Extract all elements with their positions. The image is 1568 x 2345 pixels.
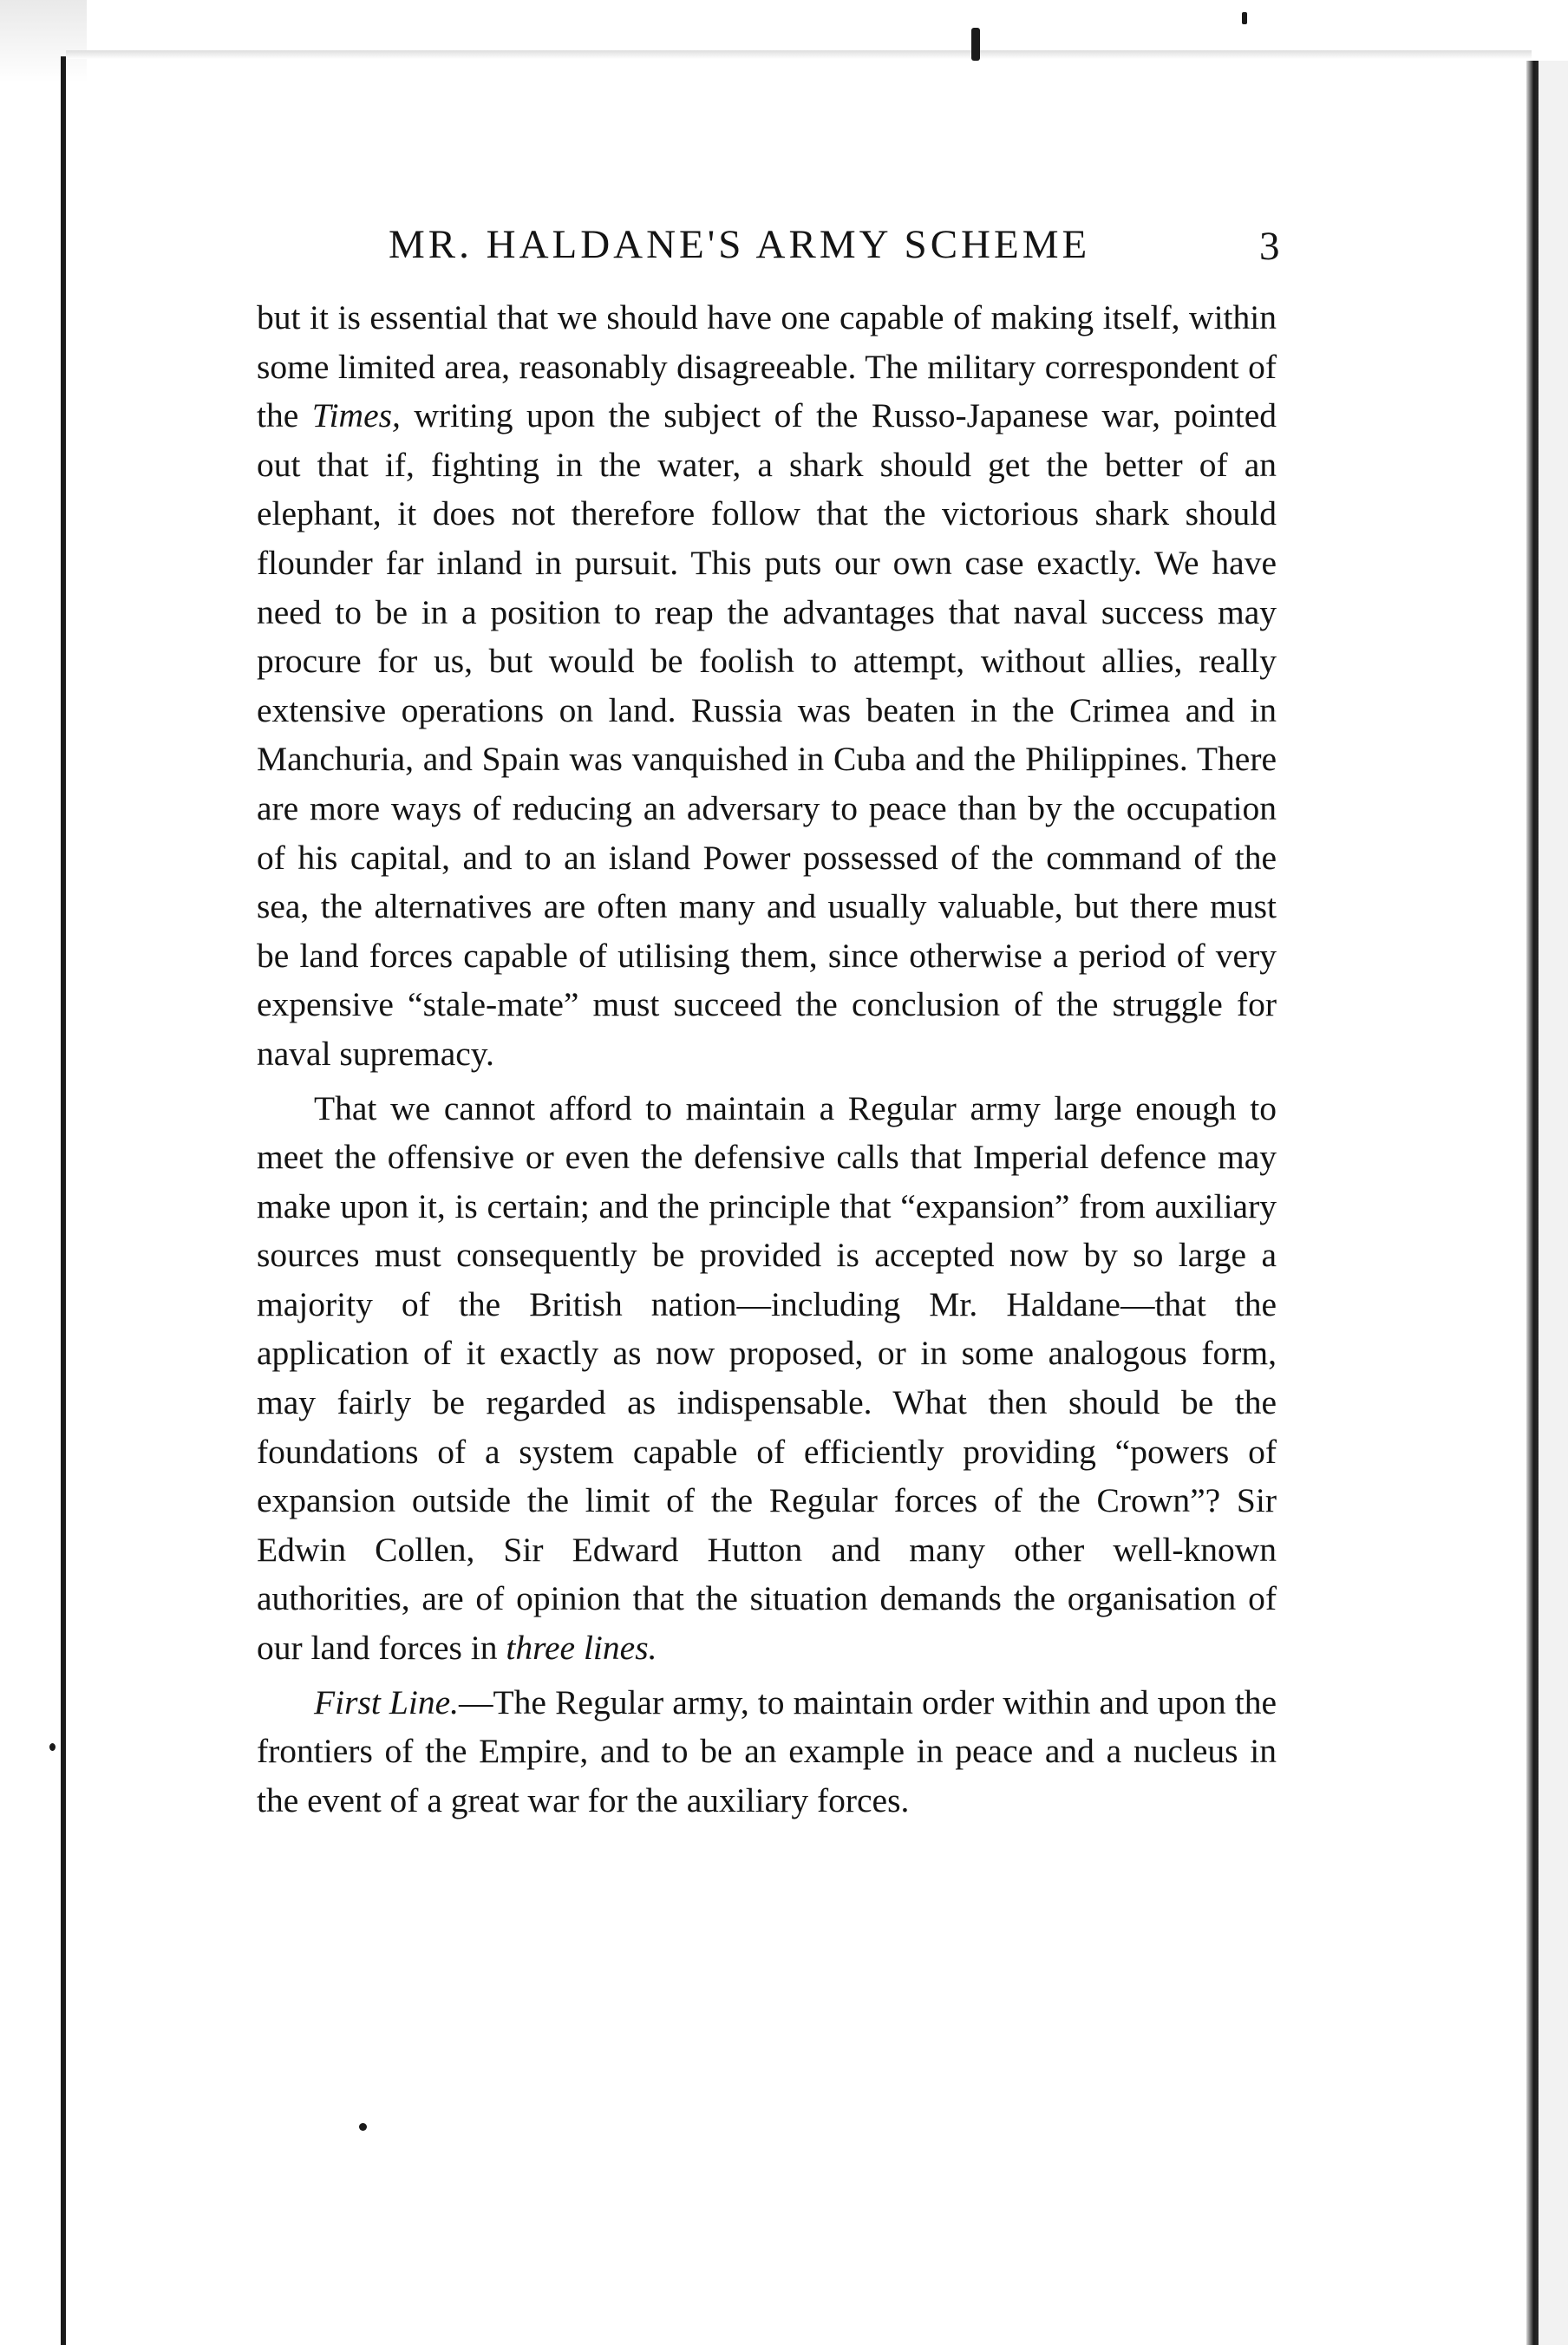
paragraph	[257, 293, 1277, 1079]
italic-text: First Line.	[314, 1682, 460, 1721]
ink-speck	[359, 2123, 367, 2131]
running-head	[250, 221, 1290, 282]
body-text	[257, 293, 1277, 1825]
running-head-title: MR. HALDANE'S ARMY SCHEME	[389, 222, 1091, 267]
ink-speck	[1242, 12, 1247, 24]
italic-text: three lines.	[506, 1629, 657, 1668]
page-number: 3	[1259, 224, 1280, 269]
page-top-shadow	[66, 50, 1532, 59]
italic-text: Times,	[311, 396, 401, 435]
ink-speck	[971, 28, 980, 61]
paragraph-text: writing upon the subject of the Russo-Japanese war, pointed out that if, fighting in the water, a shark should get the better of an elephant, it does not therefore follow that the victorious shark should flounder far inland in pursuit. This puts our own case exactly. We have need to be in a position to reap the advantages that naval success may procure for us, but would be foolish to attempt, without allies, really extensive operations on land. Russia was beaten in the Crimea and in Manchuria, and Spain was vanquished in Cuba and the Philippines. There are more ways of reducing an adversary to peace than by the occupation of his capital, and to an island Power possessed of the command of the sea, the alternatives are often many and usually valuable, but there must be land forces capable of utilising them, since otherwise a period of very expensive “stale-mate” must succeed the conclusion of the struggle for naval supremacy.	[257, 396, 1277, 1073]
page-left-edge	[61, 56, 66, 2345]
page-right-edge	[1526, 61, 1539, 2345]
paragraph-text: —The Regular army, to maintain order within and upon the frontiers of the Empire, and to be an example in peace and a nucleus in the event of a great war for the auxiliary forces.	[257, 1682, 1277, 1819]
paragraph	[257, 1678, 1277, 1826]
paragraph-text: That we cannot afford to maintain a Regular army large enough to meet the offensive or even the defensive calls that Imperial defence may make upon it, is certain; and the principle that “expansion” from auxiliary sources must consequently be provided is accepted now by so large a majority of the British nation—including Mr. Haldane—that the application of it exactly as now proposed, or in some analogous form, may fairly be regarded as indispensable. What then should be the foundations of a system capable of efficiently providing “powers of expansion outside the limit of the Regular forces of the Crown”? Sir Edwin Collen, Sir Edward Hutton and many other well-known authorities, are of opinion that the situation demands the organisation of our land forces in	[257, 1088, 1277, 1668]
scan-margin-left	[0, 0, 87, 82]
paragraph-text: but it is essential that we should have one capable of making itself, within some limited area, reasonably disagreeable. The military correspondent of the	[257, 298, 1277, 435]
scan-margin-right	[1539, 61, 1568, 2345]
paragraph	[257, 1084, 1277, 1673]
ink-speck	[49, 1743, 56, 1751]
